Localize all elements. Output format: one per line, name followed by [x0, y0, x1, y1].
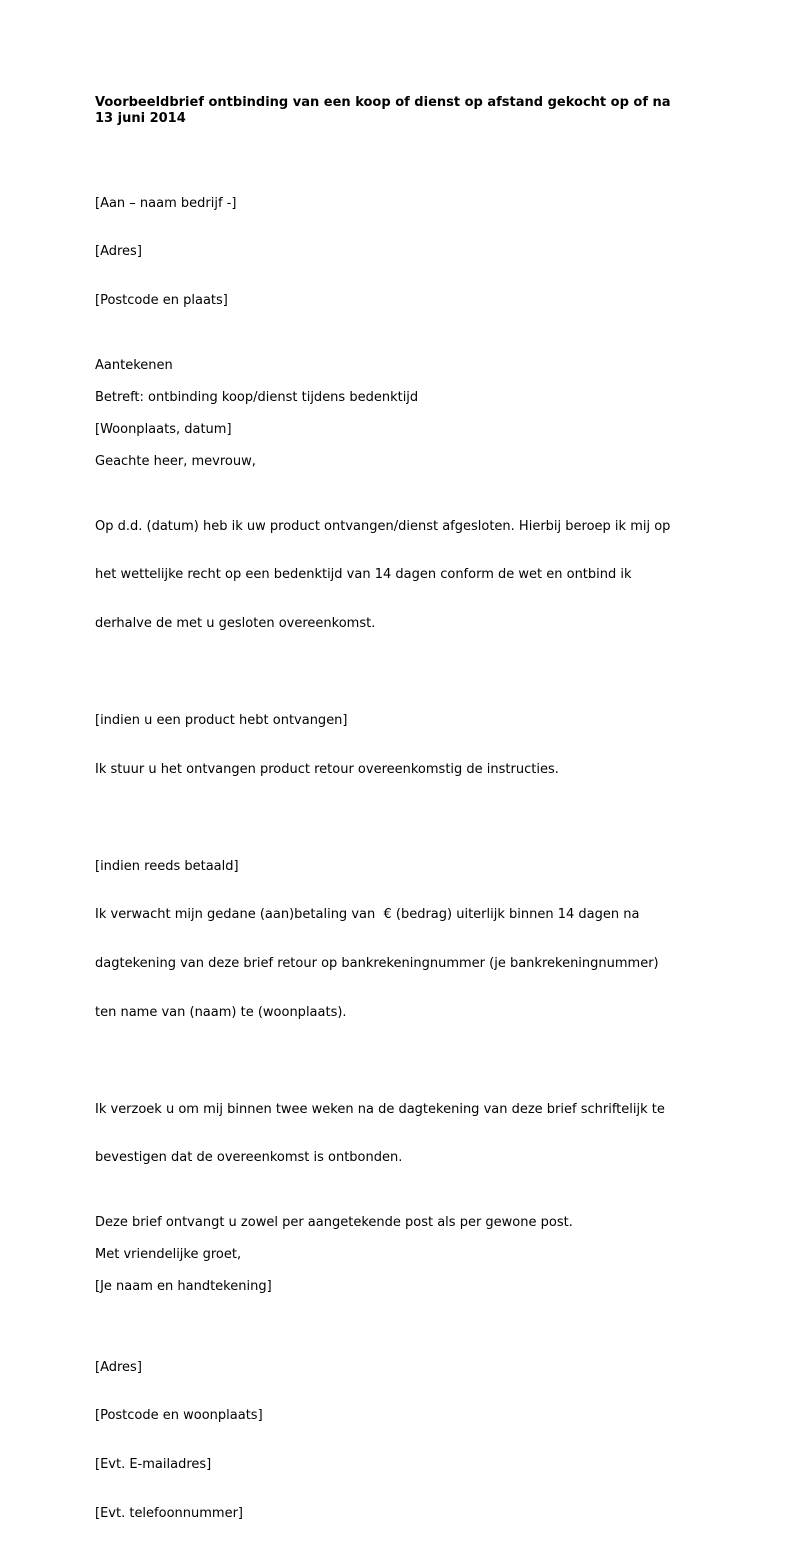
paragraph-line: Ik verzoek u om mij binnen twee weken na de dagtekening van deze brief schriftelijk te — [95, 1101, 665, 1117]
sender-block — [95, 1327, 695, 1554]
paragraph-line: derhalve de met u gesloten overeenkomst. — [95, 616, 376, 632]
title-line-1: Voorbeeldbrief ontbinding van een koop of dienst op afstand gekocht op of na — [95, 95, 671, 110]
paragraph-line: het wettelijke recht op een bedenktijd van 14 dagen conform de wet en ontbind ik — [95, 567, 632, 583]
recipient-postcode-city: [Postcode en plaats] — [95, 293, 228, 309]
signature-placeholder: [Je naam en handtekening] — [95, 1279, 272, 1295]
paragraph-product-return — [95, 681, 695, 811]
paragraph-line: ten name van (naam) te (woonplaats). — [95, 1004, 347, 1020]
paragraph-line: [indien reeds betaald] — [95, 858, 239, 874]
registered-mail-note: Aantekenen — [95, 357, 173, 373]
paragraph-refund — [95, 826, 695, 1053]
paragraph-withdrawal — [95, 486, 695, 664]
salutation: Geachte heer, mevrouw, — [95, 454, 256, 470]
title-line-2: 13 juni 2014 — [95, 111, 186, 127]
paragraph-line: [indien u een product hebt ontvangen] — [95, 713, 348, 729]
recipient-name: [Aan – naam bedrijf -] — [95, 195, 237, 211]
paragraph-line: Ik stuur u het ontvangen product retour overeenkomstig de instructies. — [95, 761, 559, 777]
paragraph-confirmation-request — [95, 1069, 695, 1199]
paragraph-line: dagtekening van deze brief retour op bankrekeningnummer (je bankrekeningnummer) — [95, 955, 659, 971]
paragraph-line: Ik verwacht mijn gedane (aan)betaling van € (bedrag) uiterlijk binnen 14 dagen na — [95, 907, 640, 923]
sender-email: [Evt. E-mailadres] — [95, 1457, 212, 1473]
place-date: [Woonplaats, datum] — [95, 422, 232, 438]
closing: Met vriendelijke groet, — [95, 1246, 242, 1262]
sender-address: [Adres] — [95, 1359, 142, 1375]
sender-phone: [Evt. telefoonnummer] — [95, 1505, 243, 1521]
paragraph-line: bevestigen dat de overeenkomst is ontbonden. — [95, 1150, 403, 1166]
document-title — [95, 95, 680, 127]
subject-line: Betreft: ontbinding koop/dienst tijdens bedenktijd — [95, 389, 419, 405]
sender-postcode-city: [Postcode en woonplaats] — [95, 1408, 263, 1424]
recipient-block — [95, 163, 695, 341]
letter-page — [95, 95, 695, 1554]
paragraph-line: Op d.d. (datum) heb ik uw product ontvangen/dienst afgesloten. Hierbij beroep ik mij op — [95, 518, 671, 534]
recipient-address: [Adres] — [95, 244, 142, 260]
paragraph-delivery-method: Deze brief ontvangt u zowel per aangetekende post als per gewone post. — [95, 1214, 573, 1230]
